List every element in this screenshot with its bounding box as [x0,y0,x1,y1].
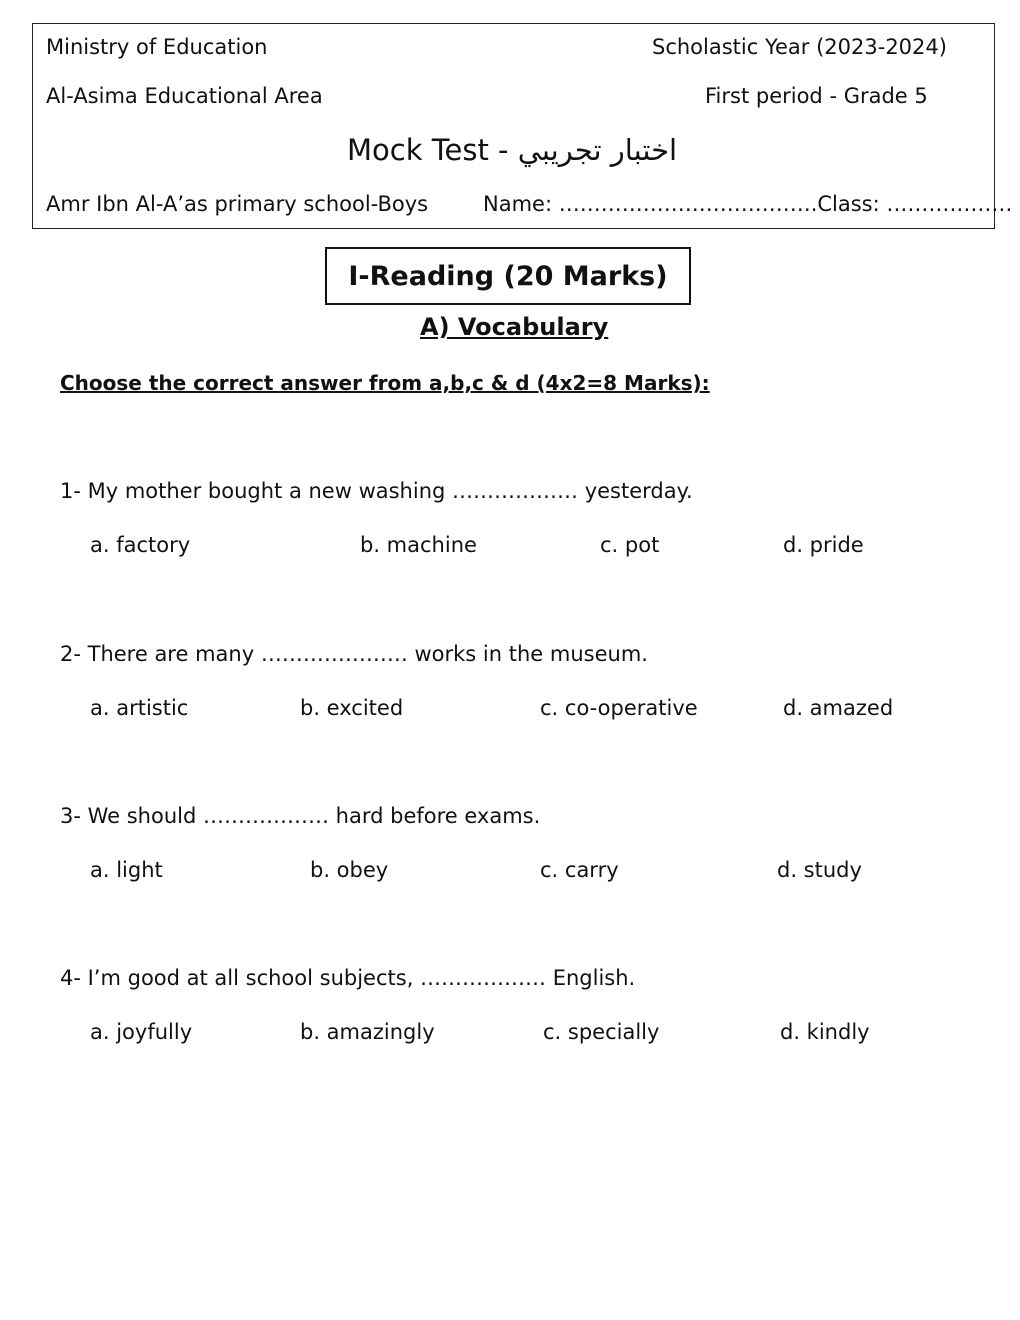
q2-option-b: b. excited [300,696,404,720]
ministry-label: Ministry of Education [46,35,268,59]
q1-option-d: d. pride [783,533,864,557]
q1-option-c: c. pot [600,533,660,557]
scholastic-year: Scholastic Year (2023-2024) [652,35,947,59]
subsection-title: A) Vocabulary [420,313,609,341]
q2-option-c: c. co-operative [540,696,698,720]
question-3: 3- We should ……………… hard before exams. [60,804,541,828]
q3-option-d: d. study [777,858,862,882]
q1-option-a: a. factory [90,533,191,557]
period-grade: First period - Grade 5 [705,84,928,108]
q3-option-a: a. light [90,858,163,882]
q1-option-b: b. machine [360,533,477,557]
question-4: 4- I’m good at all school subjects, ……………… English. [60,966,636,990]
q3-option-b: b. obey [310,858,389,882]
q4-option-d: d. kindly [780,1020,870,1044]
q4-option-a: a. joyfully [90,1020,193,1044]
q3-option-c: c. carry [540,858,619,882]
q4-option-b: b. amazingly [300,1020,435,1044]
educational-area: Al-Asima Educational Area [46,84,323,108]
school-name: Amr Ibn Al-A’as primary school-Boys [46,192,429,216]
question-1: 1- My mother bought a new washing ……………… yesterday. [60,479,693,503]
q2-option-a: a. artistic [90,696,189,720]
question-2: 2- There are many ………………… works in the museum. [60,642,648,666]
section-title: I-Reading (20 Marks) [325,247,691,305]
test-title: Mock Test - اختبار تجريبي [347,133,678,167]
name-class-fields: Name: ……………………………….Class: ……………… [483,192,1013,216]
q2-option-d: d. amazed [783,696,894,720]
q4-option-c: c. specially [543,1020,660,1044]
instruction: Choose the correct answer from a,b,c & d (4x2=8 Marks): [60,371,710,395]
